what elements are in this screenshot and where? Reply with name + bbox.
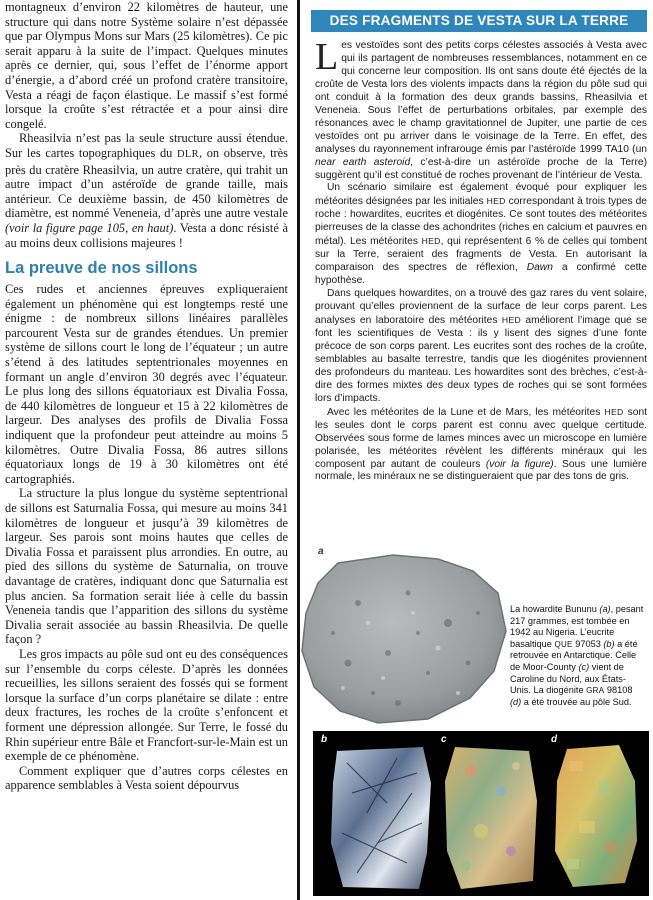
text-fragment: Avec les météorites de la Lune et de Mars, les météorites xyxy=(327,406,605,418)
caption-ref-d: (d) xyxy=(510,696,522,707)
text-fragment: , c’est-à-dire un astéroïde proche de la Terre) suggèrent qu’il est constitué de roches provenant de l’intérieur de Vesta. xyxy=(315,156,647,181)
figure-label-b: b xyxy=(321,734,328,745)
text-fragment: a été trouvée au pôle Sud. xyxy=(521,696,632,707)
gra-abbrev: GRA xyxy=(586,686,605,696)
text-fragment: améliorent l’image que se font les scientifiques de Vesta : ils y lisent des signes d’une fonte précoce de son corps parent. Les eucrites sont des roches de la croûte, semblables au basalte terrestre, tandis que les diogénites proviennent des profondeurs du manteau. Les howardites sont des brèches, c’est-à-dire des formes mixtes des deux types de roches qui se sont formées lors d’impacts. xyxy=(315,315,647,404)
diogenite-thin-section xyxy=(549,741,641,891)
text-fragment: . Sous une lumière normale, les minéraux ne se distingueraient que par des tons de gris. xyxy=(315,458,648,483)
caption-ref-c: (c) xyxy=(578,661,590,672)
text-fragment: a été retrouvée en Antarctique. Celle de Moor-County xyxy=(510,638,638,672)
figure-reference: (voir la figure) xyxy=(485,458,554,470)
sidebar-text xyxy=(315,36,648,484)
figure-caption xyxy=(510,604,646,708)
hed-abbrev: HED xyxy=(501,315,521,326)
hed-abbrev: HED xyxy=(486,196,506,207)
paragraph-impacts: Les gros impacts au pôle sud ont eu des conséquences sur l’ensemble du corps céleste. D’après les données recueillies, les sillons seraient des fossés qui se forment lorsque la surface d’un corps planétaire se dilate : entre deux fractures, les roches de la croûte s’enfoncent et forment une dépression allongée. Sur Terre, le fossé du Rhin supérieur entre Bâle et Francfort-sur-le-Main est un exemple de ce phénomène. xyxy=(5,646,288,764)
text-fragment: La howardite Bununu xyxy=(510,604,600,614)
text-fragment: Rheasilvia n’est pas la seule structure aussi étendue. Sur les cartes topographiques du xyxy=(5,131,288,160)
sidebar-paragraph-4 xyxy=(315,406,647,485)
text-fragment: Un scénario similaire est également évoqué pour expliquer les météorites désignées par les initiales xyxy=(315,182,647,208)
text-fragment: correspondant à trois types de roche : howardites, eucrites et diogénites. Ce sont toutes des météorites pierreuses de la classe des achondrites (riches en calcium et pauvres en métal). Les météorites xyxy=(315,196,648,248)
moore-county-thin-section xyxy=(441,741,541,893)
hed-abbrev: HED xyxy=(421,236,441,247)
howardite-photo xyxy=(298,553,510,728)
text-fragment: es vestoïdes sont des petits corps célestes associés à Vesta avec qui ils partagent de nombreuses ressemblances, notamment en ce qui concerne leur composition. Ils ont sans doute été éjectés de la croûte de Vesta lors des violents impacts dans la région du pôle sud qui ont conduit à la formation des deux grands bassins, Rheasilvia et Veneneia. Sous l’effet de perturbations orbitales, par exemple des résonances avec le champ gravitationnel de Jupiter, une partie de ces vestoïdes ont pu arriver dans le voisinage de la Terre. En effet, des analyses du rayonnement infrarouge émis par l’astéroïde 1999 TA10 (un xyxy=(315,40,647,155)
paragraph-saturnalia: La structure la plus longue du système septentrional de sillons est Saturnalia Fossa, qui mesure au moins 341 kilomètres de longueur et jusqu’à 39 kilomètres de largeur. Ses parois sont moins hautes que celles de Divalia Fossa et paraissent plus arrondies. En outre, au pied des sillons du système de Saturnalia, on trouve davantage de cratères, indiquant donc que Saturnalia est plus ancien. Sa formation serait liée à celle du bassin Veneneia tandis que l’apparition des sillons du système Divalia serait associée au bassin Rheasilvia. De quelle façon ? xyxy=(5,486,288,647)
text-fragment: sont les seules dont le corps parent est connu avec quelque certitude. Observées sous forme de lames minces avec un microscope en lumière polarisée, les météorites révèlent les différents minéraux qui les composent par autant de couleurs xyxy=(315,406,647,470)
emphasis: near earth asteroid xyxy=(315,156,411,168)
left-column xyxy=(5,0,288,793)
caption-ref-a: (a) xyxy=(599,604,611,614)
sidebar-paragraph-1 xyxy=(315,36,647,182)
section-heading: La preuve de nos sillons xyxy=(5,259,198,278)
eucrite-thin-section xyxy=(327,743,435,893)
paragraph-veneneia xyxy=(5,131,288,250)
text-fragment: a confirmé cette hypothèse. xyxy=(315,262,647,287)
sidebar-paragraph-2 xyxy=(315,182,647,288)
paragraph-summit: montagneux d’environ 22 kilomètres de hauteur, une structure qui dans notre Système solaire n’est dépassée que par Olympus Mons sur Mars (25 kilomètres). Ce pic serait apparu à la suite de l’impact. Quelques minutes après ce dernier, qui, sous l’effet de l’énorme apport d’énergie, a d’abord créé un profond cratère transitoire, Vesta a réagi de façon élastique. Le massif s’est formé lorsque la croûte s’est rétractée et a pour ainsi dire congelé. xyxy=(5,0,288,131)
text-fragment: Dans quelques howardites, on a trouvé des gaz rares du vent solaire, prouvant qu’elles proviennent de la surface de leur corps parent. Les analyses en laboratoire des météorites xyxy=(315,288,647,327)
figure-label-a: a xyxy=(318,546,324,557)
dawn-name: Dawn xyxy=(526,262,553,274)
hed-abbrev: HED xyxy=(604,406,624,417)
text-fragment: 97053 xyxy=(572,638,604,649)
figure-label-d: d xyxy=(551,734,558,745)
figure-reference: (voir la figure page 105, en haut) xyxy=(5,220,174,235)
text-fragment: . Vesta a donc résisté à au moins deux collisions majeures ! xyxy=(5,220,288,250)
text-fragment: , qui représentent 6 % de celles qui tombent sur la Terre, seraient des fragments de Vesta. En autorisant la comparaison des spectres de réflexion, xyxy=(315,236,647,274)
sidebar-paragraph-3 xyxy=(315,288,647,406)
paragraph-question: Comment expliquer que d’autres corps célestes en apparence semblables à Vesta soient dépourvus xyxy=(5,763,288,793)
text-fragment: 98108 xyxy=(604,685,633,696)
paragraph-grooves: Ces rudes et anciennes épreuves expliqueraient également un phénomène qui est longtemps resté une énigme : de nombreux sillons linéaires parallèles parcourent Vesta sur de grandes étendues. Un premier système de sillons court le long de l’équateur ; un autre s’étend à des latitudes septentrionales moyennes en formant un angle d’environ 30 degrés avec l’équateur. Le plus long des sillons équatoriaux est Divalia Fossa, de 440 kilomètres de longueur et 15 à 22 kilomètres de largeur. Des analyses des profils de Divalia Fossa indiquent que la profondeur peut atteindre au moins 5 kilomètres. Outre Divalia Fossa, 86 autres sillons équatoriaux longs de 19 à 30 kilomètres ont été cartographiés. xyxy=(5,282,288,486)
dlr-abbrev: DLR xyxy=(177,148,199,160)
text-fragment: vient de Caroline du Nord, aux États-Unis. La diogénite xyxy=(510,661,626,696)
sidebar-title: DES FRAGMENTS DE VESTA SUR LA TERRE xyxy=(311,10,647,32)
drop-cap: L xyxy=(315,36,339,78)
caption-ref-b: (b) xyxy=(603,638,615,649)
figure-label-c: c xyxy=(441,734,447,745)
thin-sections-panel xyxy=(313,731,649,896)
text-fragment: , on observe, très près du cratère Rheasilvia, un autre cratère, qui trahit un autre impact d’un astéroïde de grande taille, mais antérieur. Ce deuxième bassin, de 450 kilomètres de diamètre, est nommé Veneneia, d’après une autre vestale xyxy=(5,145,288,221)
que-abbrev: QUE xyxy=(554,639,573,649)
text-fragment: , pesant 217 grammes, est tombée en 1942 au Nigeria. L’eucrite basaltique xyxy=(510,604,644,649)
